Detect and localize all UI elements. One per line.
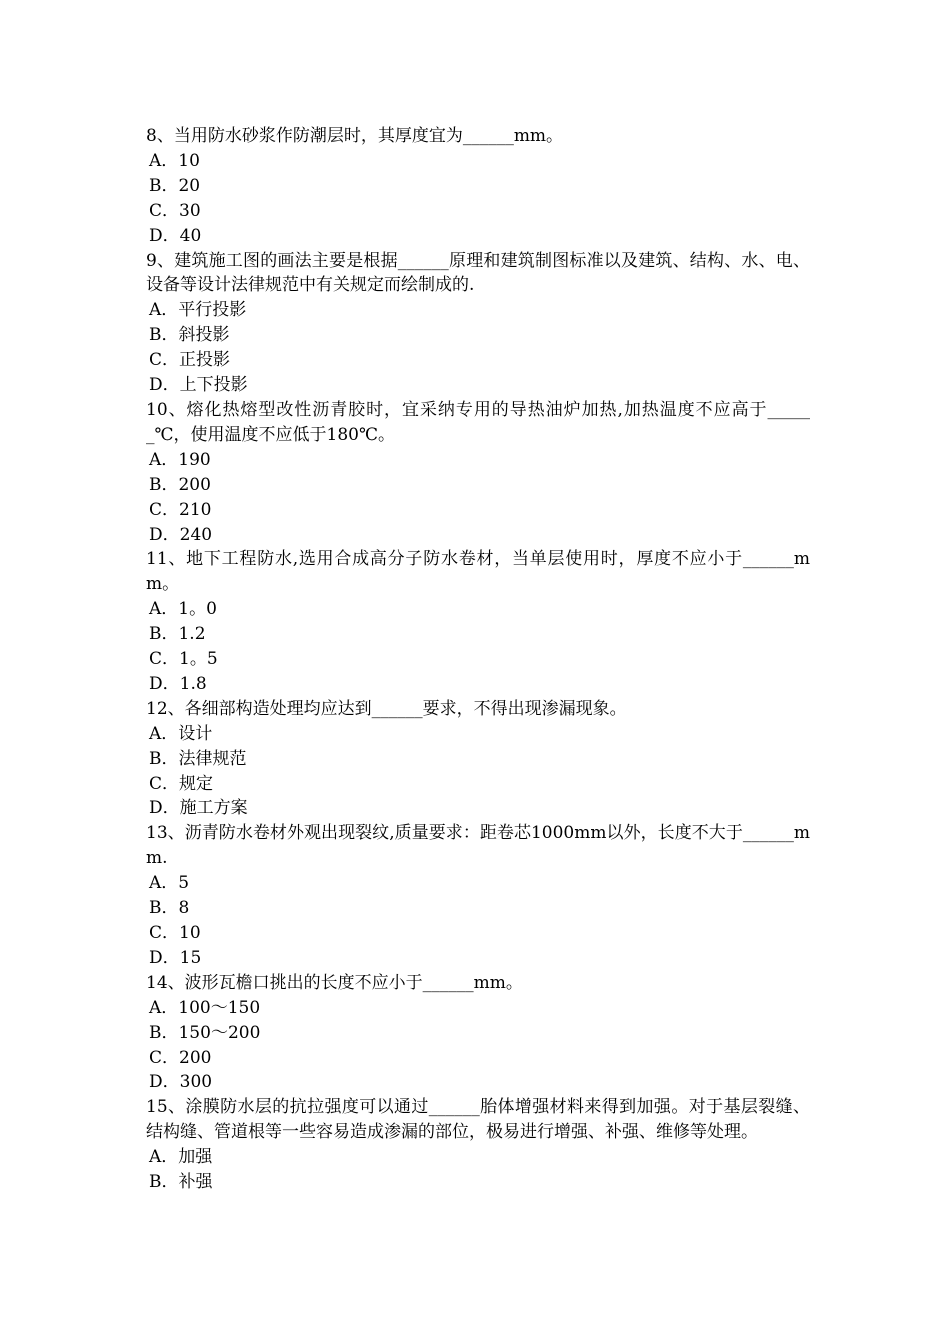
question-stem: 12、各细部构造处理均应达到______要求，不得出现渗漏现象。 xyxy=(146,698,627,719)
option-list xyxy=(146,722,810,822)
option-c: C．正投影 xyxy=(149,350,231,371)
option-list xyxy=(146,597,810,697)
option-a: A．10 xyxy=(149,150,200,171)
option-b: B．150～200 xyxy=(149,1022,261,1043)
question-stem: 9、建筑施工图的画法主要是根据______原理和建筑制图标准以及建筑、结构、水、电、设备等设计法律规范中有关规定而绘制成的. xyxy=(146,250,810,296)
question-stem: 15、涂膜防水层的抗拉强度可以通过______胎体增强材料来得到加强。对于基层裂缝、结构缝、管道根等一些容易造成渗漏的部位，极易进行增强、补强、维修等处理。 xyxy=(146,1097,810,1143)
question-13 xyxy=(146,821,810,970)
option-c: C．规定 xyxy=(149,773,214,794)
exam-page xyxy=(146,124,810,1195)
option-list xyxy=(146,298,810,398)
option-c: C．10 xyxy=(149,923,201,943)
option-a: A．1。0 xyxy=(149,599,217,620)
option-d: D．上下投影 xyxy=(149,375,248,396)
question-15 xyxy=(146,1095,810,1195)
option-d: D．施工方案 xyxy=(149,798,248,819)
option-d: D．1.8 xyxy=(149,673,207,694)
question-stem: 10、熔化热熔型改性沥青胶时，宜采纳专用的导热油炉加热,加热温度不应高于______℃，使用温度不应低于180℃。 xyxy=(146,399,810,445)
option-a: A．5 xyxy=(149,873,190,894)
option-c: C．30 xyxy=(149,200,201,221)
question-9 xyxy=(146,249,810,398)
option-d: D．15 xyxy=(149,947,202,968)
question-10 xyxy=(146,398,810,547)
option-list xyxy=(146,996,810,1096)
option-b: B．斜投影 xyxy=(149,325,230,346)
option-b: B．200 xyxy=(149,474,211,495)
option-d: D．300 xyxy=(149,1072,213,1093)
option-a: A．190 xyxy=(149,449,211,470)
question-stem: 13、沥青防水卷材外观出现裂纹,质量要求：距卷芯1000mm以外，长度不大于______mm. xyxy=(146,823,810,869)
option-list xyxy=(146,149,810,249)
option-a: A．加强 xyxy=(149,1147,213,1168)
option-list xyxy=(146,1145,810,1195)
option-b: B．补强 xyxy=(149,1172,213,1193)
option-b: B．法律规范 xyxy=(149,748,247,769)
question-14 xyxy=(146,971,810,1096)
option-a: A．100～150 xyxy=(149,997,261,1018)
question-12 xyxy=(146,697,810,822)
option-c: C．210 xyxy=(149,499,212,520)
option-c: C．1。5 xyxy=(149,649,218,670)
option-b: B．8 xyxy=(149,898,190,919)
option-d: D．40 xyxy=(149,225,202,246)
question-11 xyxy=(146,547,810,696)
option-c: C．200 xyxy=(149,1047,212,1068)
option-b: B．1.2 xyxy=(149,624,206,645)
option-b: B．20 xyxy=(149,175,201,196)
question-8 xyxy=(146,124,810,249)
option-a: A．设计 xyxy=(149,723,213,744)
option-list xyxy=(146,871,810,971)
question-stem: 8、当用防水砂浆作防潮层时，其厚度宜为______mm。 xyxy=(146,126,564,146)
option-a: A．平行投影 xyxy=(149,300,247,321)
question-stem: 14、波形瓦檐口挑出的长度不应小于______mm。 xyxy=(146,972,523,993)
option-list xyxy=(146,448,810,548)
question-stem: 11、地下工程防水,选用合成高分子防水卷材，当单层使用时，厚度不应小于______mm。 xyxy=(146,549,810,595)
option-d: D．240 xyxy=(149,524,213,545)
